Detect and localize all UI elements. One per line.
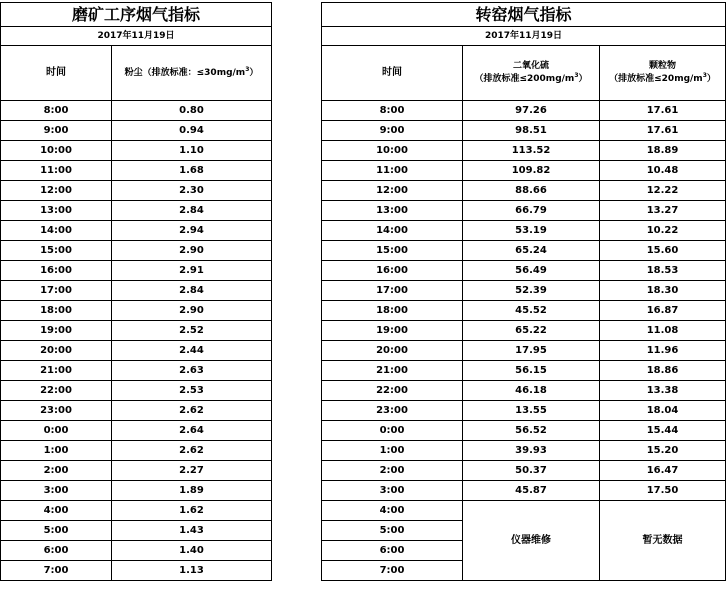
so2-value-cell: 109.82 xyxy=(463,161,600,181)
time-cell: 23:00 xyxy=(322,401,463,421)
grinding-table-title: 磨矿工序烟气指标 xyxy=(1,3,272,27)
dust-value-cell: 2.52 xyxy=(112,321,272,341)
so2-value-cell: 39.93 xyxy=(463,441,600,461)
kiln-table-row xyxy=(322,101,726,121)
dust-value-cell: 2.84 xyxy=(112,201,272,221)
grinding-table-row xyxy=(1,341,272,361)
dust-value-cell: 2.91 xyxy=(112,261,272,281)
pm-value-cell: 18.53 xyxy=(600,261,726,281)
dust-value-cell: 1.89 xyxy=(112,481,272,501)
grinding-table-row xyxy=(1,541,272,561)
time-cell: 0:00 xyxy=(1,421,112,441)
time-cell: 10:00 xyxy=(322,141,463,161)
no-data-note-cell: 暂无数据 xyxy=(600,501,726,581)
dust-header-text: 粉尘（排放标准：≤30mg/m xyxy=(124,67,246,78)
pm-header-name: 颗粒物 xyxy=(649,61,677,71)
time-cell: 19:00 xyxy=(322,321,463,341)
time-cell: 12:00 xyxy=(1,181,112,201)
grinding-table-row xyxy=(1,421,272,441)
so2-header-close: ） xyxy=(578,74,588,84)
pm-value-cell: 17.61 xyxy=(600,101,726,121)
dust-value-cell: 1.68 xyxy=(112,161,272,181)
dust-value-cell: 2.53 xyxy=(112,381,272,401)
dust-value-cell: 1.13 xyxy=(112,561,272,581)
so2-value-cell: 56.15 xyxy=(463,361,600,381)
time-cell: 16:00 xyxy=(1,261,112,281)
kiln-table-row xyxy=(322,181,726,201)
time-cell: 9:00 xyxy=(1,121,112,141)
grinding-time-header: 时间 xyxy=(1,46,112,101)
time-cell: 21:00 xyxy=(322,361,463,381)
grinding-table-row xyxy=(1,101,272,121)
pm-value-cell: 10.48 xyxy=(600,161,726,181)
time-cell: 9:00 xyxy=(322,121,463,141)
pm-header-exponent: 3 xyxy=(702,72,707,79)
time-cell: 16:00 xyxy=(322,261,463,281)
kiln-time-header: 时间 xyxy=(322,46,463,101)
grinding-table-row xyxy=(1,381,272,401)
time-cell: 5:00 xyxy=(322,521,463,541)
pm-value-cell: 15.60 xyxy=(600,241,726,261)
kiln-table-row xyxy=(322,121,726,141)
pm-value-cell: 16.87 xyxy=(600,301,726,321)
time-cell: 20:00 xyxy=(1,341,112,361)
grinding-table-row xyxy=(1,361,272,381)
grinding-table-row xyxy=(1,161,272,181)
grinding-table-row xyxy=(1,141,272,161)
so2-value-cell: 13.55 xyxy=(463,401,600,421)
kiln-table-date: 2017年11月19日 xyxy=(322,27,726,46)
grinding-table-row xyxy=(1,401,272,421)
time-cell: 21:00 xyxy=(1,361,112,381)
time-cell: 7:00 xyxy=(1,561,112,581)
so2-header-exponent: 3 xyxy=(574,72,579,79)
kiln-table-row xyxy=(322,441,726,461)
grinding-table-row xyxy=(1,121,272,141)
kiln-pm-header xyxy=(600,46,726,101)
time-cell: 2:00 xyxy=(1,461,112,481)
grinding-flue-gas-table xyxy=(0,2,272,581)
grinding-table-row xyxy=(1,501,272,521)
dust-value-cell: 2.90 xyxy=(112,301,272,321)
time-cell: 17:00 xyxy=(322,281,463,301)
time-cell: 10:00 xyxy=(1,141,112,161)
time-cell: 3:00 xyxy=(1,481,112,501)
grinding-table-row xyxy=(1,521,272,541)
kiln-table-row xyxy=(322,381,726,401)
grinding-table-row xyxy=(1,461,272,481)
time-cell: 5:00 xyxy=(1,521,112,541)
grinding-table-row xyxy=(1,201,272,221)
kiln-table-row xyxy=(322,241,726,261)
dust-value-cell: 2.64 xyxy=(112,421,272,441)
time-cell: 1:00 xyxy=(1,441,112,461)
so2-value-cell: 45.87 xyxy=(463,481,600,501)
so2-value-cell: 52.39 xyxy=(463,281,600,301)
pm-value-cell: 18.04 xyxy=(600,401,726,421)
pm-value-cell: 16.47 xyxy=(600,461,726,481)
kiln-table-row xyxy=(322,421,726,441)
pm-value-cell: 15.44 xyxy=(600,421,726,441)
grinding-table-row xyxy=(1,441,272,461)
dust-value-cell: 2.94 xyxy=(112,221,272,241)
dust-value-cell: 0.94 xyxy=(112,121,272,141)
kiln-table-row xyxy=(322,361,726,381)
time-cell: 7:00 xyxy=(322,561,463,581)
kiln-table-row xyxy=(322,141,726,161)
time-cell: 6:00 xyxy=(1,541,112,561)
kiln-table-row xyxy=(322,261,726,281)
kiln-table-row xyxy=(322,341,726,361)
so2-header-name: 二氧化硫 xyxy=(512,61,549,71)
dust-value-cell: 0.80 xyxy=(112,101,272,121)
time-cell: 2:00 xyxy=(322,461,463,481)
so2-value-cell: 56.52 xyxy=(463,421,600,441)
so2-value-cell: 53.19 xyxy=(463,221,600,241)
pm-value-cell: 11.08 xyxy=(600,321,726,341)
grinding-table-date: 2017年11月19日 xyxy=(1,27,272,46)
so2-value-cell: 97.26 xyxy=(463,101,600,121)
time-cell: 13:00 xyxy=(1,201,112,221)
kiln-table-row xyxy=(322,461,726,481)
time-cell: 4:00 xyxy=(322,501,463,521)
dust-value-cell: 1.10 xyxy=(112,141,272,161)
pm-value-cell: 10.22 xyxy=(600,221,726,241)
time-cell: 15:00 xyxy=(1,241,112,261)
dust-header-close: ） xyxy=(249,67,259,78)
so2-value-cell: 113.52 xyxy=(463,141,600,161)
so2-value-cell: 56.49 xyxy=(463,261,600,281)
time-cell: 11:00 xyxy=(1,161,112,181)
time-cell: 22:00 xyxy=(1,381,112,401)
dust-header-exponent: 3 xyxy=(245,65,250,73)
time-cell: 0:00 xyxy=(322,421,463,441)
grinding-table-row xyxy=(1,181,272,201)
grinding-table-row xyxy=(1,221,272,241)
kiln-so2-header xyxy=(463,46,600,101)
pm-value-cell: 11.96 xyxy=(600,341,726,361)
so2-value-cell: 66.79 xyxy=(463,201,600,221)
time-cell: 18:00 xyxy=(1,301,112,321)
kiln-table-row xyxy=(322,161,726,181)
dust-value-cell: 2.30 xyxy=(112,181,272,201)
pm-value-cell: 18.30 xyxy=(600,281,726,301)
so2-value-cell: 46.18 xyxy=(463,381,600,401)
so2-header-standard: （排放标准≤200mg/m xyxy=(474,74,575,84)
time-cell: 11:00 xyxy=(322,161,463,181)
dust-value-cell: 2.44 xyxy=(112,341,272,361)
time-cell: 14:00 xyxy=(322,221,463,241)
so2-value-cell: 45.52 xyxy=(463,301,600,321)
maintenance-note-cell: 仪器维修 xyxy=(463,501,600,581)
grinding-table-row xyxy=(1,481,272,501)
so2-value-cell: 50.37 xyxy=(463,461,600,481)
grinding-table-row xyxy=(1,261,272,281)
dust-value-cell: 2.62 xyxy=(112,401,272,421)
dust-value-cell: 1.40 xyxy=(112,541,272,561)
time-cell: 19:00 xyxy=(1,321,112,341)
dust-value-cell: 2.62 xyxy=(112,441,272,461)
pm-value-cell: 15.20 xyxy=(600,441,726,461)
kiln-table-row xyxy=(322,281,726,301)
kiln-table-row xyxy=(322,481,726,501)
grinding-table-row xyxy=(1,301,272,321)
time-cell: 8:00 xyxy=(322,101,463,121)
pm-value-cell: 12.22 xyxy=(600,181,726,201)
time-cell: 13:00 xyxy=(322,201,463,221)
pm-value-cell: 18.86 xyxy=(600,361,726,381)
so2-value-cell: 88.66 xyxy=(463,181,600,201)
dust-value-cell: 2.27 xyxy=(112,461,272,481)
pm-header-close: ） xyxy=(706,74,716,84)
time-cell: 20:00 xyxy=(322,341,463,361)
dust-value-cell: 2.84 xyxy=(112,281,272,301)
pm-value-cell: 13.27 xyxy=(600,201,726,221)
grinding-table-row xyxy=(1,281,272,301)
time-cell: 3:00 xyxy=(322,481,463,501)
time-cell: 22:00 xyxy=(322,381,463,401)
so2-value-cell: 65.24 xyxy=(463,241,600,261)
time-cell: 8:00 xyxy=(1,101,112,121)
pm-value-cell: 18.89 xyxy=(600,141,726,161)
time-cell: 14:00 xyxy=(1,221,112,241)
grinding-table-row xyxy=(1,321,272,341)
grinding-table-row xyxy=(1,561,272,581)
time-cell: 15:00 xyxy=(322,241,463,261)
time-cell: 6:00 xyxy=(322,541,463,561)
kiln-table-row xyxy=(322,501,726,521)
dust-value-cell: 2.63 xyxy=(112,361,272,381)
kiln-table-row xyxy=(322,301,726,321)
pm-header-standard: （排放标准≤20mg/m xyxy=(609,74,703,84)
dust-value-cell: 1.62 xyxy=(112,501,272,521)
dust-value-cell: 2.90 xyxy=(112,241,272,261)
so2-value-cell: 98.51 xyxy=(463,121,600,141)
time-cell: 4:00 xyxy=(1,501,112,521)
kiln-flue-gas-table xyxy=(321,2,726,581)
time-cell: 1:00 xyxy=(322,441,463,461)
time-cell: 17:00 xyxy=(1,281,112,301)
dust-value-cell: 1.43 xyxy=(112,521,272,541)
time-cell: 18:00 xyxy=(322,301,463,321)
kiln-table-row xyxy=(322,221,726,241)
so2-value-cell: 65.22 xyxy=(463,321,600,341)
time-cell: 12:00 xyxy=(322,181,463,201)
pm-value-cell: 17.50 xyxy=(600,481,726,501)
grinding-table-row xyxy=(1,241,272,261)
so2-value-cell: 17.95 xyxy=(463,341,600,361)
kiln-table-row xyxy=(322,321,726,341)
pm-value-cell: 13.38 xyxy=(600,381,726,401)
grinding-dust-header xyxy=(112,46,272,101)
pm-value-cell: 17.61 xyxy=(600,121,726,141)
kiln-table-title: 转窑烟气指标 xyxy=(322,3,726,27)
time-cell: 23:00 xyxy=(1,401,112,421)
kiln-table-row xyxy=(322,201,726,221)
kiln-table-row xyxy=(322,401,726,421)
